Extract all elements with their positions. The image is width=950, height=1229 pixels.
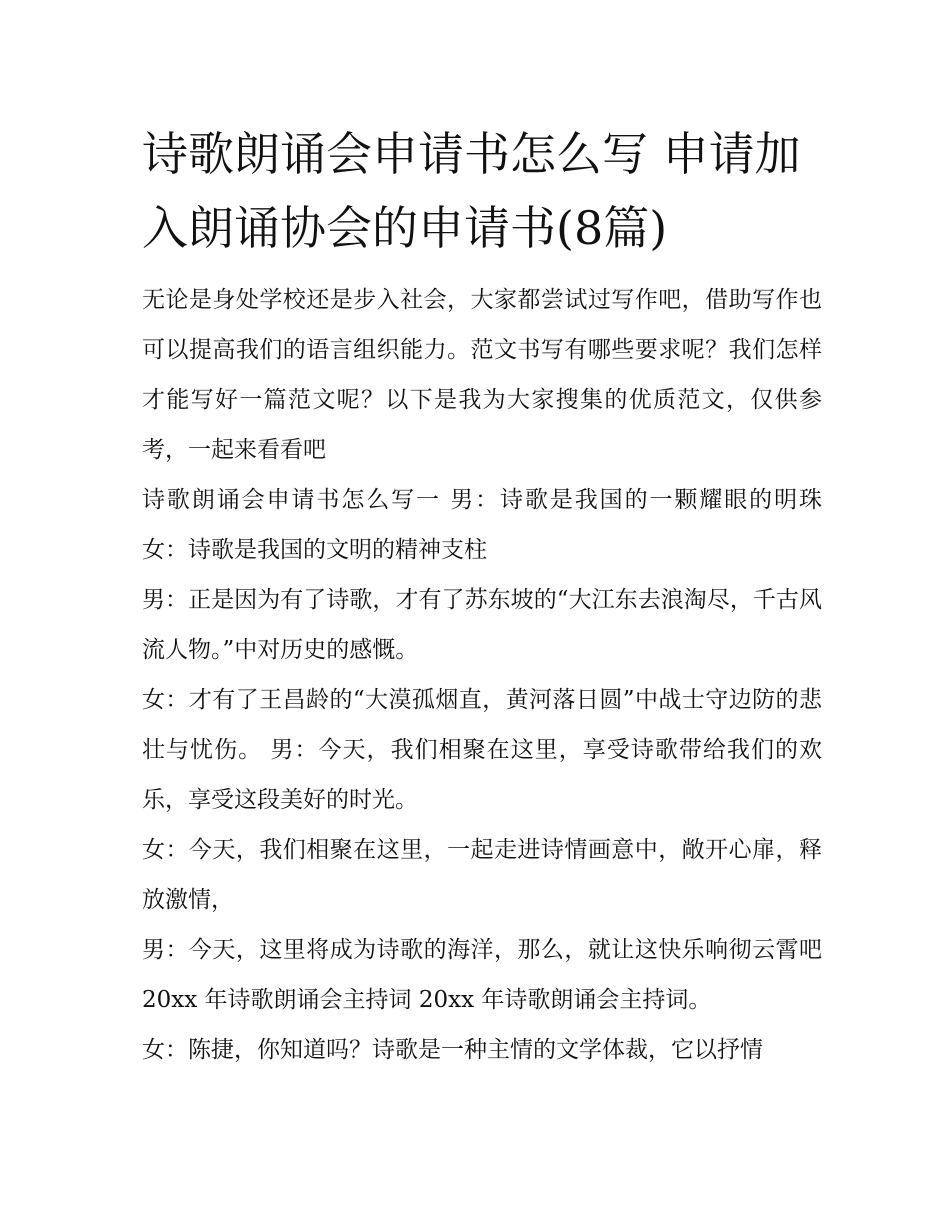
paragraph-3: 女：才有了王昌龄的“大漠孤烟直，黄河落日圆”中战士守边防的悲壮与忧伤。 男：今天，我们相聚在这里，享受诗歌带给我们的欢乐，享受这段美好的时光。 [142, 687, 822, 814]
paragraph-4: 女：今天，我们相聚在这里，一起走进诗情画意中，敞开心扉，释放激情， [142, 837, 822, 914]
paragraph-5: 男：今天，这里将成为诗歌的海洋，那么，就让这快乐响彻云霄吧 20xx 年诗歌朗诵会主持词 20xx 年诗歌朗诵会主持词。 [142, 937, 822, 1014]
paragraph-6: 女：陈捷，你知道吗？诗歌是一种主情的文学体裁，它以抒情 [142, 1037, 763, 1064]
paragraph-1: 诗歌朗诵会申请书怎么写一 男：诗歌是我国的一颗耀眼的明珠 女：诗歌是我国的文明的精神支柱 [142, 487, 822, 564]
paragraph-intro: 无论是身处学校还是步入社会，大家都尝试过写作吧，借助写作也可以提高我们的语言组织能力。范文书写有哪些要求呢？我们怎样才能写好一篇范文呢？以下是我为大家搜集的优质范文，仅供参考，一起来看看吧 [142, 287, 822, 464]
document-content [142, 118, 822, 1075]
document-title: 诗歌朗诵会申请书怎么写 申请加入朗诵协会的申请书(8篇) [142, 127, 801, 255]
paragraph-2: 男：正是因为有了诗歌，才有了苏东坡的“大江东去浪淘尽，千古风流人物。”中对历史的感慨。 [142, 587, 822, 664]
